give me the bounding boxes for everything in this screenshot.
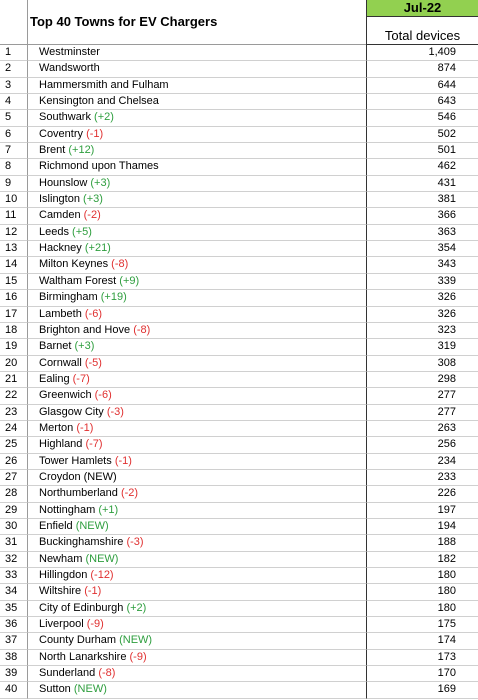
town-name: Coventry xyxy=(39,127,84,140)
town-name: County Durham xyxy=(39,634,117,647)
rank-cell[interactable]: 14 xyxy=(0,257,28,273)
town-name: Westminster xyxy=(39,46,100,58)
total-devices-cell[interactable]: 643 xyxy=(366,94,478,110)
town-cell[interactable] xyxy=(28,552,366,568)
table-row xyxy=(0,633,478,649)
town-name: Camden xyxy=(39,209,81,222)
rank-cell[interactable]: 4 xyxy=(0,94,28,110)
rank-change: (+5) xyxy=(72,225,92,238)
town-cell[interactable] xyxy=(28,192,366,208)
town-cell[interactable] xyxy=(28,45,366,61)
total-devices-cell[interactable]: 308 xyxy=(366,356,478,372)
total-devices-cell[interactable]: 180 xyxy=(366,568,478,584)
table-row xyxy=(0,339,478,355)
town-cell[interactable] xyxy=(28,290,366,306)
rank-cell[interactable]: 25 xyxy=(0,437,28,453)
rank-change: (+2) xyxy=(94,111,114,124)
rank-change: (NEW) xyxy=(119,634,153,647)
rank-change: (-12) xyxy=(90,569,114,581)
total-devices-cell[interactable]: 354 xyxy=(366,241,478,257)
rank-change: (+2) xyxy=(126,601,147,614)
town-cell[interactable] xyxy=(28,421,366,437)
town-cell[interactable] xyxy=(28,682,366,698)
table-title[interactable]: Top 40 Towns for EV Chargers xyxy=(28,0,366,45)
table-row xyxy=(0,372,478,388)
table-row xyxy=(0,323,478,339)
town-name: Hillingdon xyxy=(39,569,88,581)
table-row xyxy=(0,470,478,486)
total-devices-cell[interactable]: 182 xyxy=(366,552,478,568)
town-name: Birmingham xyxy=(39,291,98,304)
town-name: Brighton and Hove xyxy=(39,323,131,336)
town-cell[interactable] xyxy=(28,584,366,600)
rank-cell[interactable]: 32 xyxy=(0,552,28,568)
town-cell[interactable] xyxy=(28,143,366,159)
table-row xyxy=(0,192,478,208)
rank-change: (NEW) xyxy=(85,552,119,565)
total-devices-cell[interactable]: 326 xyxy=(366,290,478,306)
table-row xyxy=(0,519,478,535)
rank-change: (-7) xyxy=(85,438,103,451)
rank-change: (-2) xyxy=(120,487,139,500)
town-name: Leeds xyxy=(39,225,69,238)
rank-change: (+1) xyxy=(98,503,119,516)
town-cell[interactable] xyxy=(28,666,366,682)
rank-change: (-1) xyxy=(76,421,94,434)
rank-cell[interactable]: 36 xyxy=(0,617,28,633)
rank-change: (-8) xyxy=(133,323,151,336)
town-name: Northumberland xyxy=(39,487,118,500)
rank-change: (+19) xyxy=(100,291,127,304)
total-devices-cell[interactable]: 298 xyxy=(366,372,478,388)
total-devices-cell[interactable]: 194 xyxy=(366,519,478,535)
town-cell[interactable] xyxy=(28,257,366,273)
table-row xyxy=(0,143,478,159)
total-devices-cell[interactable]: 169 xyxy=(366,682,478,698)
town-name: North Lanarkshire xyxy=(39,650,127,663)
town-cell[interactable] xyxy=(28,208,366,224)
column-header-total-devices[interactable]: Total devices xyxy=(366,17,478,45)
town-cell[interactable] xyxy=(28,159,366,175)
rank-cell[interactable]: 37 xyxy=(0,633,28,649)
rank-cell[interactable]: 40 xyxy=(0,682,28,698)
total-devices-cell[interactable]: 173 xyxy=(366,650,478,666)
table-row xyxy=(0,61,478,77)
total-devices-cell[interactable]: 174 xyxy=(366,633,478,649)
town-cell[interactable] xyxy=(28,470,366,486)
total-devices-cell[interactable]: 1,409 xyxy=(366,45,478,61)
rank-change: (-3) xyxy=(126,536,144,549)
town-name: Ealing xyxy=(39,372,70,385)
town-cell[interactable] xyxy=(28,405,366,421)
town-name: Merton xyxy=(39,421,74,434)
rank-change: (-1) xyxy=(86,127,104,140)
table-row xyxy=(0,356,478,372)
table-row xyxy=(0,225,478,241)
total-devices-cell[interactable]: 462 xyxy=(366,159,478,175)
rank-change: (-2) xyxy=(83,209,101,222)
table-row xyxy=(0,617,478,633)
town-cell[interactable] xyxy=(28,241,366,257)
town-cell[interactable] xyxy=(28,535,366,551)
rank-cell[interactable]: 6 xyxy=(0,127,28,143)
town-name: Croydon xyxy=(39,470,81,483)
table-row xyxy=(0,666,478,682)
town-cell[interactable] xyxy=(28,110,366,126)
rank-cell[interactable]: 34 xyxy=(0,584,28,600)
total-devices-cell[interactable]: 502 xyxy=(366,127,478,143)
total-devices-cell[interactable]: 546 xyxy=(366,110,478,126)
town-name: Wandsworth xyxy=(39,62,100,75)
town-name: Islington xyxy=(39,193,80,206)
total-devices-cell[interactable]: 431 xyxy=(366,176,478,192)
rank-change: (NEW) xyxy=(83,470,117,483)
rank-cell[interactable]: 33 xyxy=(0,568,28,584)
rank-cell[interactable]: 1 xyxy=(0,45,28,61)
table-row xyxy=(0,568,478,584)
total-devices-cell[interactable]: 175 xyxy=(366,617,478,633)
total-devices-cell[interactable]: 319 xyxy=(366,339,478,355)
table-header xyxy=(0,0,478,45)
rank-cell[interactable]: 12 xyxy=(0,225,28,241)
town-name: Enfield xyxy=(39,519,73,532)
town-name: Sunderland xyxy=(39,667,96,680)
town-cell[interactable] xyxy=(28,633,366,649)
rank-cell[interactable]: 9 xyxy=(0,176,28,192)
town-name: Wiltshire xyxy=(39,585,82,598)
total-devices-cell[interactable]: 501 xyxy=(366,143,478,159)
town-cell[interactable] xyxy=(28,176,366,192)
month-header[interactable]: Jul-22 xyxy=(366,0,478,17)
rank-cell[interactable]: 28 xyxy=(0,486,28,502)
town-cell[interactable] xyxy=(28,650,366,666)
town-name: Barnet xyxy=(39,340,72,353)
rank-cell[interactable]: 31 xyxy=(0,535,28,551)
town-cell[interactable] xyxy=(28,274,366,290)
total-devices-cell[interactable]: 277 xyxy=(366,388,478,404)
rank-change: (-6) xyxy=(84,307,102,320)
rank-cell[interactable]: 10 xyxy=(0,192,28,208)
total-devices-cell[interactable]: 233 xyxy=(366,470,478,486)
town-cell[interactable] xyxy=(28,601,366,617)
rank-cell[interactable]: 30 xyxy=(0,519,28,535)
rank-cell[interactable]: 21 xyxy=(0,372,28,388)
town-name: Tower Hamlets xyxy=(39,454,112,467)
total-devices-cell[interactable]: 323 xyxy=(366,323,478,339)
rank-cell[interactable]: 22 xyxy=(0,388,28,404)
town-cell[interactable] xyxy=(28,339,366,355)
town-name: Lambeth xyxy=(39,307,82,320)
town-name: Kensington and Chelsea xyxy=(39,95,159,108)
town-cell[interactable] xyxy=(28,78,366,94)
rank-cell[interactable]: 29 xyxy=(0,503,28,519)
rank-cell[interactable]: 5 xyxy=(0,110,28,126)
rank-cell[interactable]: 17 xyxy=(0,307,28,323)
town-cell[interactable] xyxy=(28,225,366,241)
table-row xyxy=(0,159,478,175)
total-devices-cell[interactable]: 197 xyxy=(366,503,478,519)
town-name: Liverpool xyxy=(39,618,84,631)
table-row xyxy=(0,503,478,519)
rank-change: (+3) xyxy=(83,193,103,206)
table-row xyxy=(0,176,478,192)
table-row xyxy=(0,94,478,110)
rank-cell[interactable]: 16 xyxy=(0,290,28,306)
table-row xyxy=(0,437,478,453)
table-row xyxy=(0,208,478,224)
town-cell[interactable] xyxy=(28,372,366,388)
total-devices-cell[interactable]: 256 xyxy=(366,437,478,453)
rank-change: (-6) xyxy=(94,389,112,402)
town-cell[interactable] xyxy=(28,94,366,110)
town-name: City of Edinburgh xyxy=(39,601,124,614)
total-devices-cell[interactable]: 170 xyxy=(366,666,478,682)
town-cell[interactable] xyxy=(28,454,366,470)
rank-cell[interactable]: 18 xyxy=(0,323,28,339)
rank-cell[interactable]: 8 xyxy=(0,159,28,175)
table-row xyxy=(0,110,478,126)
town-cell[interactable] xyxy=(28,127,366,143)
rank-change: (NEW) xyxy=(75,519,109,532)
town-name: Highland xyxy=(39,438,83,451)
rank-cell[interactable]: 19 xyxy=(0,339,28,355)
table-row xyxy=(0,552,478,568)
town-name: Hounslow xyxy=(39,176,88,189)
town-name: Richmond upon Thames xyxy=(39,160,159,173)
table-row xyxy=(0,127,478,143)
rank-change: (+3) xyxy=(74,340,95,353)
rank-change: (-1) xyxy=(84,585,102,598)
town-cell[interactable] xyxy=(28,486,366,502)
town-cell[interactable] xyxy=(28,519,366,535)
town-cell[interactable] xyxy=(28,356,366,372)
table-row xyxy=(0,78,478,94)
rank-cell[interactable]: 27 xyxy=(0,470,28,486)
total-devices-cell[interactable]: 188 xyxy=(366,535,478,551)
rank-change: (-5) xyxy=(84,356,102,369)
total-devices-cell[interactable]: 180 xyxy=(366,601,478,617)
town-name: Hammersmith and Fulham xyxy=(39,78,169,91)
table-row xyxy=(0,601,478,617)
table-row xyxy=(0,650,478,666)
town-name: Brent xyxy=(39,144,66,157)
table-row xyxy=(0,584,478,600)
total-devices-cell[interactable]: 874 xyxy=(366,61,478,77)
total-devices-cell[interactable]: 180 xyxy=(366,584,478,600)
town-name: Hackney xyxy=(39,242,82,255)
rank-change: (+21) xyxy=(84,242,111,255)
total-devices-cell[interactable]: 326 xyxy=(366,307,478,323)
town-cell[interactable] xyxy=(28,437,366,453)
town-name: Buckinghamshire xyxy=(39,536,124,549)
total-devices-cell[interactable]: 263 xyxy=(366,421,478,437)
total-devices-cell[interactable]: 339 xyxy=(366,274,478,290)
table-row xyxy=(0,290,478,306)
rank-change: (-9) xyxy=(129,650,147,663)
town-cell[interactable] xyxy=(28,503,366,519)
table-row xyxy=(0,421,478,437)
rank-cell[interactable]: 15 xyxy=(0,274,28,290)
table-row xyxy=(0,388,478,404)
town-cell[interactable] xyxy=(28,617,366,633)
table-row xyxy=(0,307,478,323)
rank-cell[interactable]: 24 xyxy=(0,421,28,437)
rank-change: (-9) xyxy=(86,618,104,631)
rank-cell[interactable]: 38 xyxy=(0,650,28,666)
rank-cell[interactable]: 13 xyxy=(0,241,28,257)
rank-change: (-8) xyxy=(111,258,129,271)
town-name: Sutton xyxy=(39,683,71,696)
rank-cell[interactable]: 39 xyxy=(0,666,28,682)
table-row xyxy=(0,486,478,502)
rank-cell[interactable]: 23 xyxy=(0,405,28,421)
town-cell[interactable] xyxy=(28,568,366,584)
town-cell[interactable] xyxy=(28,61,366,77)
rank-change: (-8) xyxy=(98,667,116,680)
rank-change: (-7) xyxy=(72,372,90,385)
town-name: Newham xyxy=(39,552,83,565)
town-name: Milton Keynes xyxy=(39,258,109,271)
total-devices-cell[interactable]: 343 xyxy=(366,257,478,273)
rank-cell[interactable]: 20 xyxy=(0,356,28,372)
rank-change: (+12) xyxy=(68,144,95,157)
town-name: Waltham Forest xyxy=(39,274,117,287)
table-row xyxy=(0,241,478,257)
rank-cell[interactable]: 7 xyxy=(0,143,28,159)
town-cell[interactable] xyxy=(28,307,366,323)
total-devices-cell[interactable]: 226 xyxy=(366,486,478,502)
total-devices-cell[interactable]: 277 xyxy=(366,405,478,421)
row-number-header-cell[interactable] xyxy=(0,0,28,45)
total-devices-cell[interactable]: 363 xyxy=(366,225,478,241)
town-name: Southwark xyxy=(39,111,91,124)
table-row xyxy=(0,257,478,273)
table-row xyxy=(0,454,478,470)
table-row xyxy=(0,535,478,551)
total-devices-cell[interactable]: 644 xyxy=(366,78,478,94)
total-devices-cell[interactable]: 366 xyxy=(366,208,478,224)
town-name: Greenwich xyxy=(39,389,92,402)
table-row xyxy=(0,682,478,698)
town-name: Nottingham xyxy=(39,503,96,516)
rank-cell[interactable]: 35 xyxy=(0,601,28,617)
rank-change: (-3) xyxy=(106,405,124,418)
table-body xyxy=(0,45,478,699)
rank-cell[interactable]: 11 xyxy=(0,208,28,224)
rank-cell[interactable]: 26 xyxy=(0,454,28,470)
rank-change: (-1) xyxy=(114,454,132,467)
town-name: Cornwall xyxy=(39,356,82,369)
rank-cell[interactable]: 3 xyxy=(0,78,28,94)
table-row xyxy=(0,405,478,421)
table-row xyxy=(0,274,478,290)
total-devices-cell[interactable]: 234 xyxy=(366,454,478,470)
rank-change: (+9) xyxy=(119,274,140,287)
rank-change: (NEW) xyxy=(73,683,107,696)
total-devices-cell[interactable]: 381 xyxy=(366,192,478,208)
town-name: Glasgow City xyxy=(39,405,104,418)
rank-cell[interactable]: 2 xyxy=(0,61,28,77)
rank-change: (+3) xyxy=(90,176,111,189)
table-row xyxy=(0,45,478,61)
town-cell[interactable] xyxy=(28,323,366,339)
town-cell[interactable] xyxy=(28,388,366,404)
